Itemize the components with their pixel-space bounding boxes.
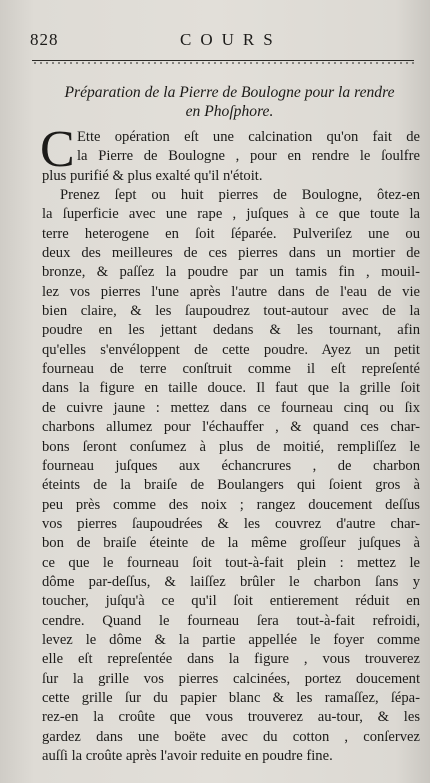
text-line: ce que le fourneau ſoit tout-à-fait plein : mettez le xyxy=(42,554,420,571)
text-line: Ette opération eſt une calcination qu'on fait de xyxy=(77,129,420,145)
text-line: auſſi la croûte après l'avoir reduite en poudre fine. xyxy=(42,748,333,764)
text-line: bon de braiſe éteinte de la même groſſeur juſques à xyxy=(42,535,420,552)
text-line: vos pierres ſaupoudrées & les couvrez d'autre char- xyxy=(42,515,420,532)
text-line: lez vos pierres l'une après l'autre dans de l'eau de vie xyxy=(42,283,420,300)
text-line: dôme par-deſſus, & laiſſez brûler le charbon ſans y xyxy=(42,573,420,590)
text-line: ſur la grille vos pierres calcinées, portez doucement xyxy=(42,670,420,687)
text-line: deux des meilleures de ces pierres dans un mortier de xyxy=(42,245,420,262)
section-title-line-1: Préparation de la Pierre de Boulogne pour la rendre xyxy=(64,84,395,101)
text-line: fourneau juſques aux échancrures , de charbon xyxy=(42,457,420,474)
text-line: bronze, & paſſez la poudre par un tamis fin , mouil- xyxy=(42,264,420,281)
text-line: fourneau de terre conſtruit comme il eſt repreſenté xyxy=(42,361,420,378)
text-line: de cuivre jaune : mettez dans ce fourneau cinq ou ſix xyxy=(42,399,420,416)
text-line: plus purifié & plus exalté qu'il n'étoit. xyxy=(42,167,263,184)
text-line: cendre. Quand le fourneau ſera tout-à-fait refroidi, xyxy=(42,612,420,629)
rule-ornament xyxy=(32,61,414,65)
drop-cap: C xyxy=(40,121,75,178)
running-head: COURS xyxy=(180,30,282,49)
text-line: qu'elles s'envéloppent de cette poudre. Ayez un petit xyxy=(42,341,420,358)
text-line: éteints de la braiſe de Boulangers qui ſoient gros à xyxy=(42,477,420,494)
text-line: bons ſeront conſumez à plus de moitié, rempliſſez le xyxy=(42,438,420,455)
text-line: dans la figure en taille douce. Il faut que la grille ſoit xyxy=(42,380,420,397)
text-line: charbons allumez pour l'échauffer , & quand ces char- xyxy=(42,419,420,436)
body-text xyxy=(40,121,420,766)
text-line: terre heterogene en ſoit ſéparée. Pulveriſez une ou xyxy=(42,225,420,242)
text-line: levez le dôme & la partie appellée le foyer comme xyxy=(42,631,420,648)
text-line: cette grille ſur du papier blanc & les ramaſſez, ſépa- xyxy=(42,689,420,706)
text-line: elle eſt repreſentée dans la figure , vous trouverez xyxy=(42,651,420,668)
section-title xyxy=(42,83,417,121)
text-line: rez-en la croûte que vous trouverez au-tour, & les xyxy=(42,709,420,726)
text-line: poudre en les jettant dedans & les tournant, afin xyxy=(42,322,420,339)
text-line: la ſuperficie avec une rape , juſques à ce que toute la xyxy=(42,206,420,223)
text-line: Prenez ſept ou huit pierres de Boulogne, ôtez-en xyxy=(60,187,420,204)
text-line: bien claire, & les ſaupoudrez tout-autour avec de la xyxy=(42,303,420,320)
page-number: 828 xyxy=(30,30,59,49)
section-title-line-2: en Phoſphore. xyxy=(185,103,274,120)
text-line: toucher, juſqu'à ce qu'il ſoit entierement réduit en xyxy=(42,593,420,610)
text-line: peu près comme des noix ; rangez doucement deſſus xyxy=(42,496,420,513)
page-header xyxy=(30,30,410,52)
text-line: la Pierre de Boulogne , pour en rendre le ſoulfre xyxy=(77,148,420,165)
text-line: gardez dans une boëte avec du cotton , conſervez xyxy=(42,728,420,745)
